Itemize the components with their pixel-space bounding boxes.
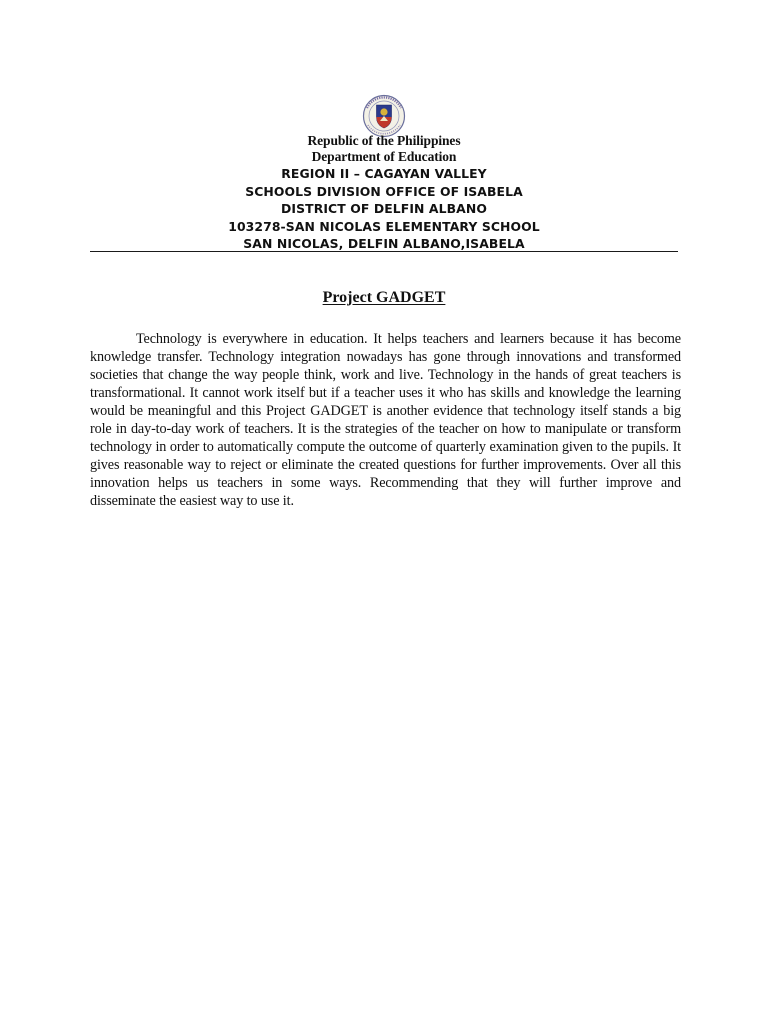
school-name: 103278-SAN NICOLAS ELEMENTARY SCHOOL (228, 218, 540, 234)
district-name: DISTRICT OF DELFIN ALBANO (281, 201, 487, 216)
country-name: Republic of the Philippines (307, 133, 461, 148)
document-title: Project GADGET (322, 289, 446, 306)
deped-seal-icon (359, 94, 409, 138)
division-name: SCHOOLS DIVISION OFFICE OF ISABELA (245, 183, 523, 199)
department-name: Department of Education (311, 149, 457, 164)
school-address: SAN NICOLAS, DELFIN ALBANO,ISABELA (243, 236, 525, 251)
region-name: REGION II – CAGAYAN VALLEY (281, 166, 487, 181)
body-paragraph: Technology is everywhere in education. It helps teachers and learners because it has become knowledge transfer. Technology integration nowadays has gone through innovations and transformed societies that change the way people think, work and live. Technology in the hands of great teachers is transformational. It cannot work itself but if a teacher uses it who has skills and knowledge the learning would be meaningful and this Project GADGET is another evidence that technology itself stands a big role in day-to-day work of teachers. It is the strategies of the teacher on how to manipulate or transform technology in order to automatically compute the outcome of quarterly examination given to the pupils. It gives reasonable way to reject or eliminate the created questions for further improvements. Over all this innovation helps us teachers in some ways. Recommending that they will further improve and disseminate the easiest way to use it. (90, 331, 681, 509)
letterhead (90, 133, 678, 253)
header-divider (90, 251, 678, 252)
